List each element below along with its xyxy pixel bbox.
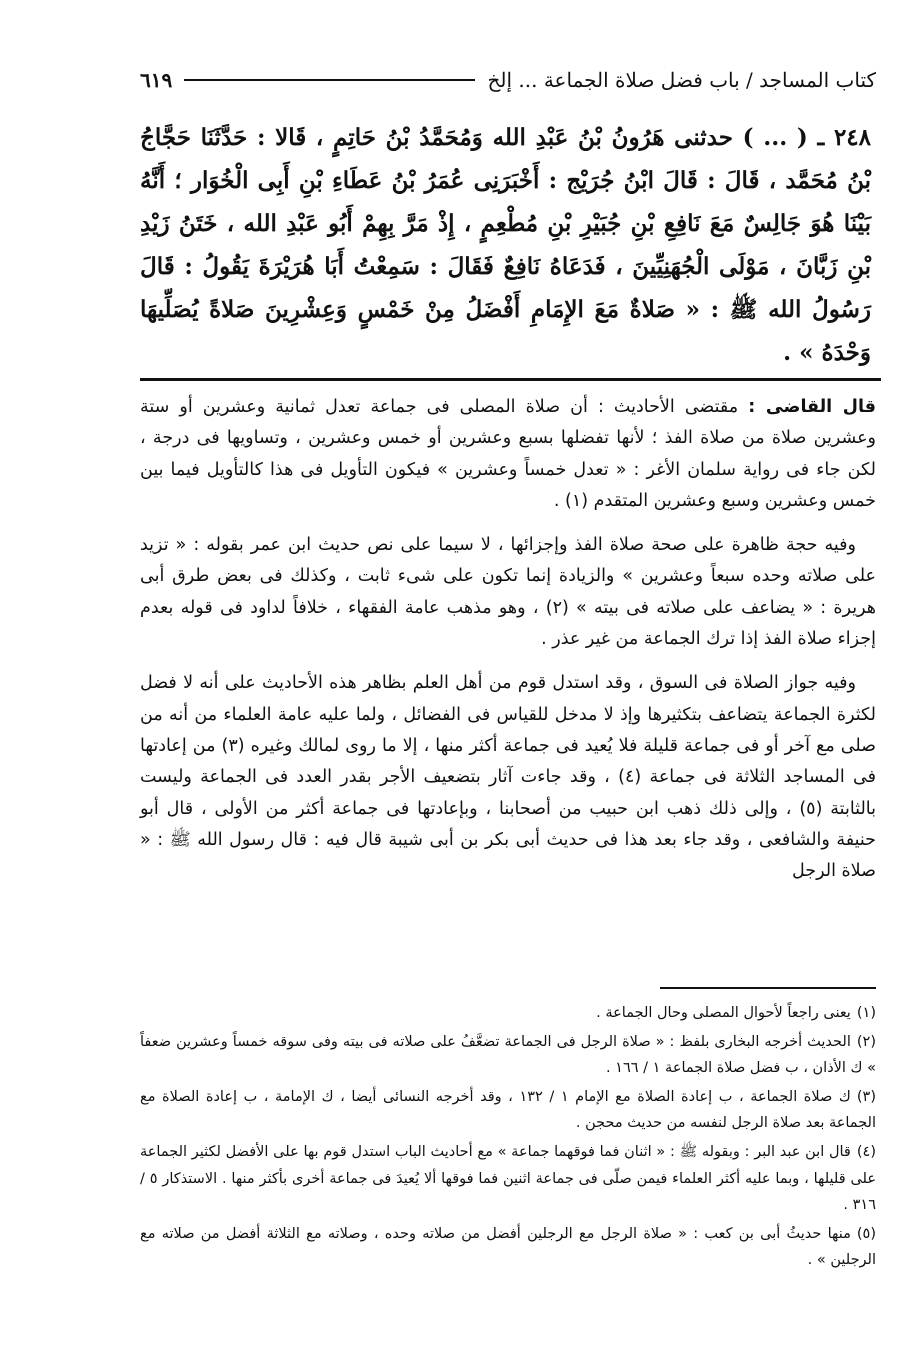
footnote-number: (٤) — [856, 1143, 876, 1160]
header-title: كتاب المساجد / باب فضل صلاة الجماعة ... إلخ — [487, 68, 876, 92]
commentary-paragraph-2: وفيه حجة ظاهرة على صحة صلاة الفذ وإجزائها ، لا سيما على نص حديث ابن عمر بقوله : « تزيد على صلاته وحده سبعاً وعشرين » والزيادة إنما تكون على شىء ثابت ، وكذلك فى بعض طرق أبى هريرة : « يضاعف على صلاته فى بيته » (٢) ، وهو مذهب عامة الفقهاء ، خلافاً لداود فى قوله بعدم إجزاء صلاة الفذ إذا ترك الجماعة من غير عذر . — [140, 535, 876, 650]
section-divider — [140, 378, 881, 381]
footnote-number: (٥) — [856, 1225, 876, 1242]
footnote-number: (١) — [856, 1005, 876, 1021]
commentary-paragraph-3: وفيه جواز الصلاة فى السوق ، وقد استدل قوم من أهل العلم بظاهر هذه الأحاديث على أنه لا فضل لكثرة الجماعة يتضاعف بتكثيرها وإذ لا مدخل للقياس فى الفضائل ، ولما عليه عامة العلماء من أنه من صلى مع آخر أو فى جماعة قليلة فلا يُعيد فى جماعة أكثر منها ، إلا ما روى لمالك وغيره (٣) من إعادتها فى المساجد الثلاثة فى جماعة (٤) ، وقد جاءت آثار بتضعيف الأجر بقدر العدد فى الجماعة وليست بالثابتة (٥) ، وإلى ذلك ذهب ابن حبيب من أصحابنا ، وبإعادتها فى جماعة أكثر من الأولى ، قال أبو حنيفة والشافعى ، وقد جاء بعد هذا فى حديث أبى بكر بن أبى شيبة قال فيه : قال رسول الله ﷺ : « صلاة الرجل — [140, 673, 876, 882]
header-rule — [184, 79, 475, 81]
commentary-paragraph-1-body: مقتضى الأحاديث : أن صلاة المصلى فى جماعة تعدل ثمانية وعشرين أو ستة وعشرين صلاة من صلاة الفذ ؛ لأنها تفضلها بسبع وعشرين أو خمس وعشرين ، وتساويها فى درجة ، لكن جاء فى رواية سلمان الأغر : « تعدل خمساً وعشرين » فيكون التأويل فى هذا كالتأويل فيما بين خمس وعشرين وسبع وعشرين المتقدم (١) . — [140, 397, 876, 511]
footnote-text: ك صلاة الجماعة ، ب إعادة الصلاة مع الإمام ١ / ١٣٢ ، وقد أخرجه النسائى أيضا ، ك الإمامة ، ب إعادة الصلاة مع الجماعة بعد صلاة الرجل لنفسه من حديث محجن . — [140, 1088, 876, 1132]
footnote-text: منها حديثُ أبى بن كعب : « صلاة الرجل مع الرجلين أفضل من صلاته وحده ، وصلاته مع الثلاثة أفضل من صلاته مع الرجلين » . — [140, 1225, 876, 1269]
footnote-2 — [140, 1029, 876, 1082]
footnote-divider — [660, 987, 876, 989]
commentary — [140, 392, 876, 900]
running-header — [140, 60, 876, 100]
footnote-text: يعنى راجعاً لأحوال المصلى وحال الجماعة . — [596, 1005, 851, 1021]
footnote-4 — [140, 1139, 876, 1219]
footnote-number: (٢) — [856, 1033, 876, 1050]
commentary-paragraph-1 — [140, 392, 876, 517]
commentary-lead: قال القاضى : — [748, 397, 877, 417]
footnotes — [140, 1000, 876, 1276]
hadith-text: ٢٤٨ ـ ( ... ) حدثنى هَرُونُ بْنُ عَبْدِ الله وَمُحَمَّدُ بْنُ حَاتِمٍ ، قَالا : حَدَّثَنَا حَجَّاجُ بْنُ مُحَمَّد ، قَالَ : قَالَ ابْنُ جُرَيْج : أَخْبَرَنِى عُمَرُ بْنُ عَطَاءِ بْنِ أَبِى الْخُوَار ؛ أَنَّهُ بَيْنَا هُوَ جَالِسٌ مَعَ نَافِعِ بْنِ جُبَيْرِ بْنِ مُطْعِمٍ ، إِذْ مَرَّ بِهِمْ أَبُو عَبْدِ الله ، خَتَنُ زَيْدِ بْنِ زَبَّانَ ، مَوْلَى الْجُهَنِيِّينَ ، فَدَعَاهُ نَافِعٌ فَقَالَ : سَمِعْتُ أَبَا هُرَيْرَةَ يَقُولُ : قَالَ رَسُولُ الله ﷺ : « صَلاةٌ مَعَ الإِمَامِ أَفْضَلُ مِنْ خَمْسٍ وَعِشْرِينَ صَلاةً يُصَلِّيهَا وَحْدَهُ » . — [140, 124, 871, 366]
footnote-text: الحديث أخرجه البخارى بلفظ : « صلاة الرجل فى الجماعة تضعَّفُ على صلاته فى بيته وفى سوقه خمساً وعشرين ضعفاً » ك الأذان ، ب فضل صلاة الجماعة ١ / ١٦٦ . — [140, 1033, 876, 1077]
footnote-text: قال ابن عبد البر : وبقوله ﷺ : « اثنان فما فوقهما جماعة » مع أحاديث الباب استدل قوم بها على الأفضل لكثير الجماعة على قليلها ، وبما عليه أكثر العلماء فيمن صلّى فى جماعة اثنين فما فوقها ألا يُعيدَ فى جماعة أخرى بأكثر منها . الاستذكار ٥ / ٣١٦ . — [140, 1143, 876, 1214]
page-number: ٦١٩ — [140, 68, 173, 92]
footnote-3 — [140, 1084, 876, 1137]
footnote-5 — [140, 1221, 876, 1274]
footnote-number: (٣) — [856, 1088, 876, 1105]
footnote-1 — [140, 1000, 876, 1027]
